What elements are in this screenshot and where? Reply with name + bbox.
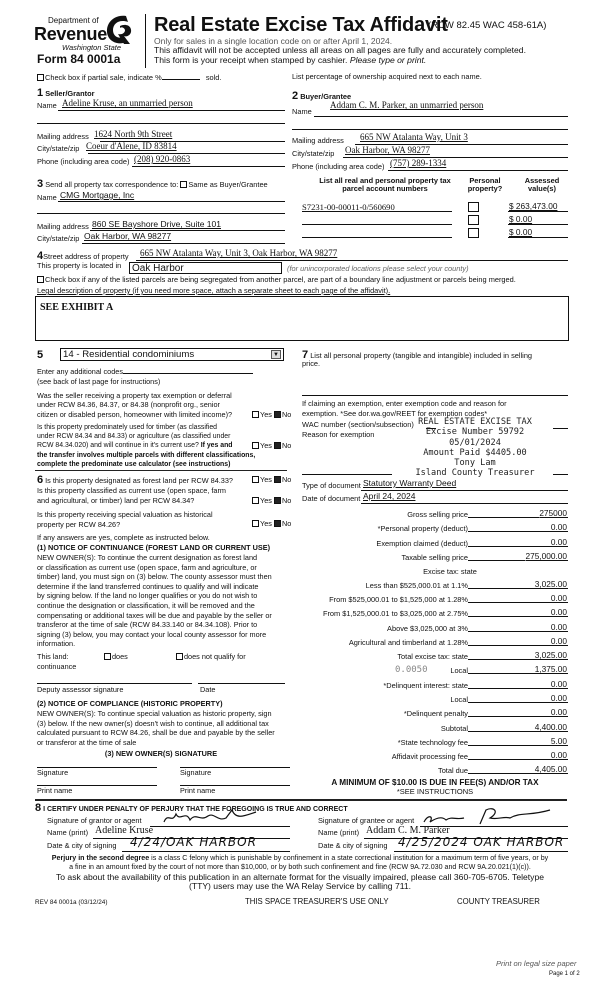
notice-continuance-text: timber) land, you must sign on (3) below. The county assessor must then [37, 572, 272, 582]
partial-sale-label: Check box if partial sale, indicate % [45, 73, 162, 82]
tax-row [302, 692, 568, 704]
parcel-number-field[interactable]: S7231-00-00011-0/560690 [302, 202, 395, 212]
state-label: Washington State [62, 43, 122, 52]
partial-sale [37, 74, 221, 82]
field-line [82, 243, 285, 244]
forest-land-yes-label: Yes [260, 475, 274, 484]
county-treasurer-label: COUNTY TREASURER [457, 897, 540, 906]
section-number: 5 [37, 349, 44, 361]
current-use-yes-checkbox[interactable] [252, 497, 259, 504]
s6-q1-text: Is this property designated as forest land per RCW 84.33? [45, 476, 233, 485]
forest-land-no-checkbox[interactable] [274, 476, 281, 483]
same-as-buyer-label: Same as Buyer/Grantee [188, 180, 268, 189]
tax-row-label: Total due [438, 766, 468, 775]
timber [252, 442, 291, 450]
notice-compliance-title: (2) NOTICE OF COMPLIANCE (HISTORIC PROPERTY) [37, 699, 223, 708]
located-label: This property is located in [37, 261, 122, 270]
notice-continuance-text: NEW OWNER(S): To continue the current designation as forest land [37, 553, 258, 562]
tax-row [302, 550, 568, 562]
assessed-header-line2: value(s) [528, 184, 556, 194]
tax-row [302, 507, 568, 519]
tax-row-label: Local [450, 666, 468, 675]
exemption-question: under RCW 84.36, 84.37, or 84.38 (nonprofit org., senior [37, 400, 220, 410]
section-number: 3 [37, 178, 44, 190]
field-line [394, 851, 568, 852]
tax-row [302, 721, 568, 733]
tax-row-value[interactable]: 0.00 [550, 707, 567, 717]
tax-row-value[interactable]: 275,000.00 [525, 551, 567, 561]
exemption [252, 411, 291, 419]
tax-row-value[interactable]: 5.00 [550, 736, 567, 746]
legal-description: SEE EXHIBIT A [40, 302, 114, 313]
buyer-phone-field[interactable]: (757) 289-1334 [390, 158, 447, 168]
alt-format-line2: (TTY) users may use the WA Relay Service by calling 711. [188, 881, 412, 891]
grantor-date-field[interactable]: 4/24/OAK HARBOR [130, 835, 257, 849]
tax-row-value[interactable]: 0.00 [550, 679, 567, 689]
divider [35, 799, 567, 801]
personal-property-checkbox[interactable] [468, 215, 479, 225]
exempt-line2: exemption. *See dor.wa.gov/REET for exemption codes* [302, 409, 488, 418]
historic-no-checkbox[interactable] [274, 520, 281, 527]
personal-header [462, 177, 508, 193]
personal-property-checkbox[interactable] [468, 228, 479, 238]
tax-row-value[interactable]: 0.00 [550, 607, 567, 617]
tax-row [302, 536, 568, 548]
does-checkbox[interactable] [104, 653, 111, 660]
statute-ref: (RCW 82.45 WAC 458-61A) [428, 20, 547, 31]
current-use-question: Is this property classified as current use (open space, farm [37, 486, 226, 495]
codes-label-wrap [37, 368, 253, 376]
historic-question: Is this property receiving special valuation as historical [37, 510, 213, 519]
notice-continuance-text: continue the designation or classification, it will be removed and the [37, 601, 255, 610]
personal-header-line2: property? [467, 184, 503, 194]
seller-mail-field[interactable]: 1624 North 9th Street [94, 129, 173, 139]
segregated-label: Check box if any of the listed parcels are being segregated from another parcel, are part of a boundary line adjustment or parcels being merged. [45, 275, 516, 284]
name-print-label: Name (print) [47, 828, 89, 837]
current-use-no-checkbox[interactable] [274, 497, 281, 504]
timber-question-bold: complete the predominate use calculator (see instructions) [37, 460, 231, 468]
field-line [58, 110, 285, 111]
exemption-yes-label: Yes [260, 410, 274, 419]
date-label: Date [200, 685, 216, 694]
treasurer-use-label: THIS SPACE TREASURER'S USE ONLY [245, 897, 389, 906]
dept-label: Department of [48, 16, 99, 25]
s7-label [302, 349, 532, 361]
form-number: Form 84 0001a [37, 52, 121, 66]
assessed-value-field[interactable]: $ 263,473.00 [509, 201, 558, 211]
field-line [361, 503, 568, 504]
signature-label: Signature [37, 768, 69, 777]
legal-paper-note: Print on legal size paper [496, 959, 577, 968]
tax-row [302, 649, 568, 661]
codes-note: (see back of last page for instructions) [37, 377, 161, 386]
tax-row [302, 578, 568, 590]
new-owner-signature-title: (3) NEW OWNER(S) SIGNATURE [104, 749, 218, 758]
assessed-value-field[interactable]: $ 0.00 [509, 214, 533, 224]
tax-row-label: From $525,000.01 to $1,525,000 at 1.28% [329, 595, 468, 604]
exemption-yes-checkbox[interactable] [252, 411, 259, 418]
tax-row [302, 706, 568, 718]
personal-property-field[interactable] [302, 395, 568, 396]
stamp-line: Island County Treasurer [415, 468, 535, 479]
tax-row [302, 621, 568, 633]
tax-row-label: *Delinquent interest: state [383, 681, 468, 690]
grantee-date-field[interactable]: 4/25/2024 OAK HARBOR [398, 835, 565, 849]
field-line [58, 201, 285, 202]
parcel-header-line2: parcel account numbers [342, 184, 428, 194]
seller-phone-label: Phone (including area code) [37, 157, 130, 166]
forest-land-yes-checkbox[interactable] [252, 476, 259, 483]
exempt-line1: If claiming an exemption, enter exemption code and reason for [302, 399, 507, 408]
timber-no-checkbox[interactable] [274, 442, 281, 449]
tax-row-label: Total excise tax: state [397, 652, 468, 661]
corr-city-label: City/state/zip [37, 234, 80, 243]
s7-label-2: price. [302, 359, 321, 368]
street-field[interactable]: 665 NW Atalanta Way, Unit 3, Oak Harbor, WA 98277 [140, 248, 338, 258]
seller-phone-field[interactable]: (208) 920-0863 [134, 154, 191, 164]
tax-row-label: Taxable selling price [401, 553, 468, 562]
historic [252, 520, 291, 528]
timber-yes-label: Yes [260, 441, 274, 450]
header-line3 [154, 56, 426, 65]
tax-row-value[interactable]: 0.00 [550, 693, 567, 703]
stamp-line: Tony Lam [454, 458, 496, 469]
tax-row-label: *Personal property (deduct) [377, 524, 468, 533]
seller-name-field[interactable]: Adeline Kruse, an unmarried person [62, 98, 193, 108]
partial-sale-suffix: sold. [205, 73, 222, 82]
tax-row-label: *State technology fee [397, 738, 468, 747]
exemption-question: citizen or disabled person, homeowner with limited income)? [37, 409, 233, 419]
ownership-note: List percentage of ownership acquired next to each name. [292, 72, 482, 81]
corr-city-field[interactable]: Oak Harbor, WA 98277 [84, 231, 172, 241]
notice-compliance-text: (3) below. If the new owner(s) doesn't wish to continue, all additional tax [37, 718, 269, 728]
signature-label-2: Signature [180, 768, 212, 777]
divider [35, 470, 287, 471]
revision-label: REV 84 0001a (03/12/24) [35, 899, 108, 906]
parcel-header [310, 177, 460, 193]
header-divider [145, 14, 146, 68]
section-number: 1 [37, 87, 44, 99]
grantor-signature-label: Signature of grantor or agent [47, 816, 142, 825]
notice-continuance-text: or classification as current use (open space, farm and agriculture, or [37, 562, 257, 572]
doc-type-label: Type of document [302, 481, 361, 490]
assessed-value-line [508, 211, 568, 212]
tax-row-label: Gross selling price [407, 510, 468, 519]
partial-sale-percent[interactable] [162, 79, 200, 80]
grantee-name-field[interactable]: Addam C. M. Parker [366, 825, 450, 836]
alt-format-line1: To ask about the availability of this publication in an alternate format for the visually impaired, please call 360-705-6705. Teletype [55, 872, 545, 882]
date-city-label-2: Date & city of signing [318, 841, 388, 850]
date-city-label: Date & city of signing [47, 841, 117, 850]
same-as-buyer-checkbox[interactable] [180, 181, 187, 188]
tax-row-value[interactable]: 4,400.00 [534, 722, 567, 732]
notice-compliance-text: calculated pursuant to RCW 84.26, shall be due and payable by the seller [37, 728, 275, 738]
tax-row-label: From $1,525,000.01 to $3,025,000 at 2.75% [322, 609, 468, 618]
tax-row [302, 663, 568, 675]
field-line [292, 129, 568, 130]
additional-codes-field[interactable] [123, 373, 253, 374]
tax-row-value[interactable]: 4,405.00 [534, 764, 567, 774]
land-use-value: 14 - Residential condominiums [63, 349, 195, 360]
located-note: (for unincorporated locations please select your county) [287, 264, 469, 273]
correspondence-label: Send all property tax correspondence to: [45, 180, 179, 189]
this-land-label: This land: [37, 652, 69, 661]
dor-logo-icon [104, 12, 134, 46]
timber-question-bold: If yes and [200, 442, 233, 450]
buyer-name-field[interactable]: Addam C. M. Parker, an unmarried person [330, 100, 484, 110]
tax-row-label: Less than $525,000.01 at 1.1% [365, 581, 468, 590]
assessed-header-line1: Assessed [524, 176, 560, 185]
tax-row [302, 521, 568, 533]
s6-q1 [37, 474, 233, 486]
name-print-label-2: Name (print) [318, 828, 360, 837]
section-title: Seller/Grantor [45, 89, 95, 98]
section-title: Buyer/Grantee [300, 92, 352, 101]
page-number: Page 1 of 2 [549, 971, 580, 977]
historic-yes-label: Yes [260, 519, 274, 528]
stamp-line: 05/01/2024 [449, 437, 501, 448]
local-rate: 0.0050 [395, 665, 428, 675]
timber-question: under RCW 84.34 and 84.33) or agriculture (as classified under [37, 433, 231, 441]
tax-row-value[interactable]: 0.00 [550, 750, 567, 760]
field-line [37, 213, 285, 214]
personal-header-line1: Personal [469, 176, 501, 185]
grantee-signature-label: Signature of grantee or agent [318, 816, 415, 825]
treasurer-stamp [390, 417, 560, 479]
notice-continuance-text: transferor at the time of sale (RCW 84.33.140 or 84.34.108). Prior to [37, 620, 258, 630]
does-option [104, 653, 128, 661]
timber-question-bold: the transfer involves multiple parcels with different classifications, [37, 451, 256, 459]
tax-row-value[interactable]: 0.00 [550, 522, 567, 532]
header-line2: This affidavit will not be accepted unless all areas on all pages are fully and accurately completed. [154, 45, 526, 55]
seller-name-label: Name [37, 101, 57, 110]
grantor-name-field[interactable]: Adeline Kruse [95, 825, 154, 836]
section-number: 6 [37, 474, 44, 486]
legal-label: Legal description of property (if you need more space, attach a separate sheet to each page of the affidavit). [37, 286, 391, 295]
buyer-city-field[interactable]: Oak Harbor, WA 98277 [345, 145, 430, 155]
assessed-value-field[interactable]: $ 0.00 [509, 227, 533, 237]
s7-label-text: List all personal property (tangible and intangible) included in selling [310, 351, 533, 360]
parcel-header-line1: List all real and personal property tax [319, 176, 451, 185]
historic-no-label: No [281, 519, 292, 528]
certify-text: I CERTIFY UNDER PENALTY OF PERJURY THAT THE FOREGOING IS TRUE AND CORRECT [43, 806, 348, 813]
header-line1: Only for sales in a single location code on or after April 1, 2024. [154, 36, 393, 46]
tax-row-value[interactable]: 275000 [539, 508, 567, 518]
current-use [252, 497, 291, 505]
historic-question: property per RCW 84.26? [37, 519, 121, 529]
buyer-mail-field[interactable]: 665 NW Atalanta Way, Unit 3 [360, 132, 468, 142]
tax-row [302, 763, 568, 775]
perjury-line1 [0, 855, 600, 863]
forest-land-no-label: No [281, 475, 292, 484]
print-name-label: Print name [37, 786, 73, 795]
corr-name-label: Name [37, 193, 57, 202]
parcel-number-line[interactable] [302, 224, 452, 225]
tax-row-label: Excise tax: state [423, 567, 477, 576]
tax-row-value[interactable]: 0.00 [550, 537, 567, 547]
tax-row [302, 635, 568, 647]
deputy-date-line[interactable] [198, 683, 285, 684]
doc-date-label: Date of document [302, 494, 361, 503]
buyer-city-label: City/state/zip [292, 149, 335, 158]
doc-type-field[interactable]: Statutory Warranty Deed [363, 478, 457, 488]
tax-row-label: Subtotal [440, 724, 468, 733]
page-title: Real Estate Excise Tax Affidavit [154, 14, 448, 36]
grantor-signature[interactable] [160, 806, 270, 828]
corr-mail-label: Mailing address [37, 222, 89, 231]
tax-row-label: Affidavit processing fee [391, 752, 468, 761]
does-not-checkbox[interactable] [176, 653, 183, 660]
field-line [343, 157, 568, 158]
tax-row-label: Local [450, 695, 468, 704]
stamp-line: Excise Number 59792 [425, 427, 525, 438]
header-line3-italic: Please type or print. [349, 55, 427, 65]
section-number: 4 [37, 250, 44, 262]
field-line [388, 170, 568, 171]
doc-date-field[interactable]: April 24, 2024 [363, 491, 416, 501]
historic-yes-checkbox[interactable] [252, 520, 259, 527]
section-number: 8 [35, 802, 42, 814]
tax-row [302, 678, 568, 690]
tax-row [302, 735, 568, 747]
reason-label: Reason for exemption [302, 430, 375, 439]
tax-row-value[interactable]: 3,025.00 [534, 579, 567, 589]
seller-mail-label: Mailing address [37, 132, 89, 141]
field-line [136, 260, 568, 261]
land-use-select[interactable] [60, 348, 284, 361]
chevron-down-icon[interactable]: ▼ [271, 350, 281, 359]
tax-row-label: *Delinquent penalty [403, 709, 468, 718]
buyer-name-label: Name [292, 107, 312, 116]
field-line [314, 116, 568, 117]
exemption-question: Was the seller receiving a property tax exemption or deferral [37, 391, 232, 400]
timber-no-label: No [281, 441, 292, 450]
buyer-mail-label: Mailing address [292, 136, 344, 145]
seller-city-field[interactable]: Coeur d'Alene, ID 83814 [86, 141, 177, 151]
exemption-no-checkbox[interactable] [274, 411, 281, 418]
deputy-signature-line[interactable] [37, 683, 192, 684]
partial-sale-checkbox[interactable] [37, 74, 44, 81]
tax-row-label: Exemption claimed (deduct) [376, 539, 468, 548]
stamp-line: REAL ESTATE EXCISE TAX [418, 417, 532, 427]
agency-name: Revenue [34, 24, 107, 44]
current-use-no-label: No [281, 496, 292, 505]
field-line [132, 166, 285, 167]
see-instructions: *SEE INSTRUCTIONS [396, 787, 474, 796]
notice-compliance-text: NEW OWNER(S): To continue special valuation as historic property, sign [37, 709, 272, 718]
if-yes-note: If any answers are yes, complete as instructed below. [37, 533, 210, 542]
print-name-label-2: Print name [180, 786, 216, 795]
continuance-label: continuance [37, 662, 77, 671]
notice-continuance-text: by signing below. If the land no longer qualifies or you do not wish to [37, 591, 258, 601]
tax-row-label: Above $3,025,000 at 3% [387, 624, 468, 633]
codes-label: Enter any additional codes [37, 367, 123, 376]
deputy-label: Deputy assessor signature [37, 685, 124, 694]
notice-continuance-text: signing (3) below, you may contact your local county assessor for more [37, 629, 267, 639]
location-select[interactable]: Oak Harbor [129, 262, 282, 274]
corr-mail-field[interactable]: 860 SE Bayshore Drive, Suite 101 [92, 219, 221, 229]
segregated-row [37, 276, 516, 284]
field-line [302, 474, 392, 475]
assessed-value-line [508, 224, 568, 225]
tax-row-value[interactable]: 3,025.00 [534, 650, 567, 660]
stamp-line: Amount Paid $4405.00 [423, 447, 527, 458]
street-label: Street address of property [43, 252, 129, 261]
tax-row-value[interactable]: 0.00 [550, 593, 567, 603]
forest-land [252, 476, 291, 484]
timber-yes-checkbox[interactable] [252, 442, 259, 449]
personal-property-checkbox[interactable] [468, 202, 479, 212]
tax-row-value[interactable]: 0.00 [550, 622, 567, 632]
tax-row [302, 592, 568, 604]
tax-row [302, 564, 568, 576]
tax-row [302, 749, 568, 761]
wac-label: WAC number (section/subsection) [302, 420, 414, 429]
segregated-checkbox[interactable] [37, 276, 44, 283]
assessed-value-line [508, 237, 568, 238]
does-label: does [112, 652, 128, 661]
perjury-bold: Perjury in the second degree [51, 854, 150, 862]
grantor-name-row [47, 829, 88, 837]
notice-continuance-text: information. [37, 639, 76, 649]
legal-description-box[interactable] [35, 296, 569, 341]
field-line [122, 851, 290, 852]
does-not-label: does not qualify for [184, 652, 246, 661]
timber-question: Is this property predominately used for timber (as classified [37, 424, 217, 431]
timber-question: RCW 84.34.020) and will continue in it's current use? If yes and [37, 442, 233, 450]
exemption-no-label: No [281, 410, 292, 419]
header-line3-text: This form is your receipt when stamped by cashier. [154, 55, 348, 65]
tax-row-label: Agricultural and timberland at 1.28% [348, 638, 468, 647]
seller-city-label: City/state/zip [37, 144, 80, 153]
section-number: 7 [302, 349, 309, 361]
notice-continuance-text: determine if the land transferred continues to qualify and will indicate [37, 581, 259, 591]
notice-compliance-text: or transferor at the time of sale [37, 737, 137, 747]
tax-row-value[interactable]: 1,375.00 [534, 664, 567, 674]
corr-name-field[interactable]: CMG Mortgage, Inc [60, 190, 135, 200]
field-line [37, 123, 285, 124]
buyer-phone-label: Phone (including area code) [292, 162, 385, 171]
does-not-option [176, 653, 246, 661]
perjury-text: is a class C felony which is punishable by confinement in a state correctional institution for a maximum term of five years, or by [151, 854, 549, 862]
notice-continuance-title: (1) NOTICE OF CONTINUANCE (FOREST LAND OR CURRENT USE) [37, 543, 271, 552]
assessed-header [516, 177, 568, 193]
tax-row [302, 606, 568, 618]
section-number: 2 [292, 90, 299, 102]
current-use-question: and agricultural, or timber) land per RCW 84.34? [37, 495, 195, 505]
tax-row-value[interactable]: 0.00 [550, 636, 567, 646]
current-use-yes-label: Yes [260, 496, 274, 505]
minimum-note: A MINIMUM OF $10.00 IS DUE IN FEE(S) AND/OR TAX [331, 778, 539, 787]
notice-continuance-text: compensating or additional taxes will be due and payable by the seller or [37, 610, 272, 620]
perjury-line2: a fine in an amount fixed by the court of not more than $10,000, or by both such confinement and fine (RCW 9A.72.030 and RCW 9A.20.021(1)(c)). [69, 863, 531, 871]
correspondence-heading [37, 178, 268, 190]
parcel-number-line[interactable] [302, 237, 452, 238]
